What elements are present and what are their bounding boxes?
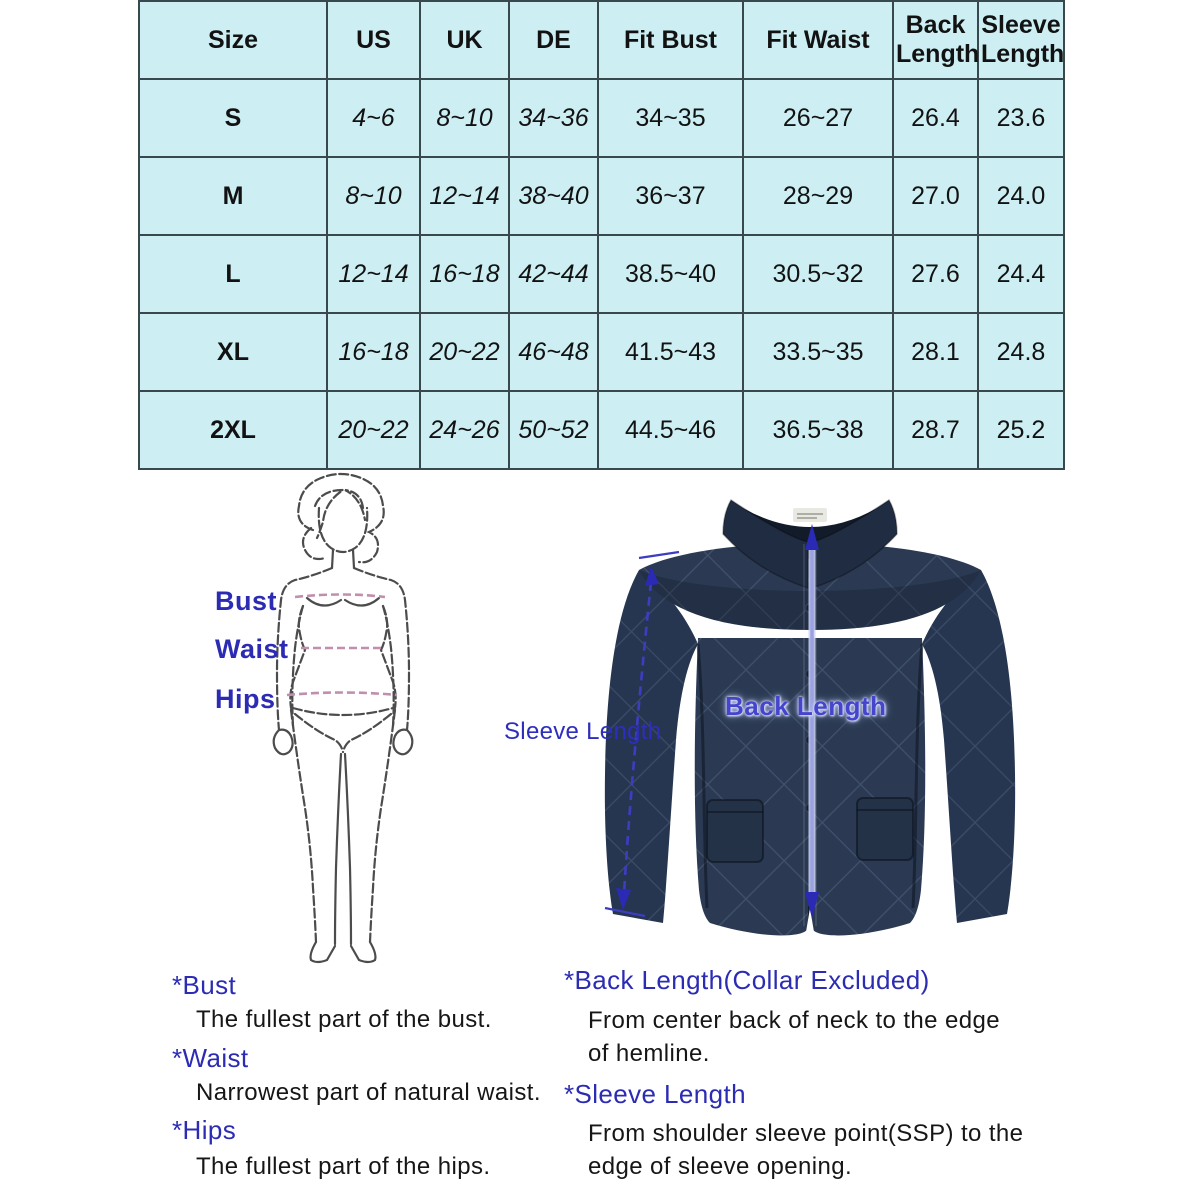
table-cell: 24.4 bbox=[978, 235, 1064, 313]
table-cell: 4~6 bbox=[327, 79, 420, 157]
table-row bbox=[139, 79, 1064, 157]
table-cell: 34~36 bbox=[509, 79, 598, 157]
bust-line bbox=[295, 595, 385, 598]
table-cell: 38.5~40 bbox=[598, 235, 743, 313]
col-header-sleeve-length: Sleeve Length bbox=[978, 1, 1064, 79]
table-cell: 38~40 bbox=[509, 157, 598, 235]
table-cell: 24.8 bbox=[978, 313, 1064, 391]
table-cell: 24.0 bbox=[978, 157, 1064, 235]
col-header-fit-bust: Fit Bust bbox=[598, 1, 743, 79]
jacket-left-sleeve bbox=[605, 570, 698, 923]
table-cell: S bbox=[139, 79, 327, 157]
table-cell: 8~10 bbox=[420, 79, 509, 157]
size-table bbox=[138, 0, 1063, 468]
col-header-back-length: Back Length bbox=[893, 1, 978, 79]
col-header-fit-waist: Fit Waist bbox=[743, 1, 893, 79]
waist-label: Waist bbox=[215, 634, 289, 664]
table-cell: 12~14 bbox=[420, 157, 509, 235]
table-row bbox=[139, 391, 1064, 469]
note-desc-sleeve-length-1: From shoulder sleeve point(SSP) to the bbox=[588, 1120, 1024, 1147]
table-cell: 36~37 bbox=[598, 157, 743, 235]
brand-label bbox=[793, 508, 827, 522]
table-row bbox=[139, 157, 1064, 235]
note-term-hips: *Hips bbox=[172, 1115, 237, 1145]
table-cell: 24~26 bbox=[420, 391, 509, 469]
table-cell: 27.6 bbox=[893, 235, 978, 313]
sleeve-length-annotation: Sleeve Length bbox=[504, 718, 662, 745]
col-header-us: US bbox=[327, 1, 420, 79]
table-cell: 28~29 bbox=[743, 157, 893, 235]
size-table-body bbox=[139, 79, 1064, 469]
table-cell: 28.1 bbox=[893, 313, 978, 391]
table-cell: 16~18 bbox=[420, 235, 509, 313]
back-length-annotation: Back Length bbox=[725, 691, 887, 721]
table-cell: 50~52 bbox=[509, 391, 598, 469]
note-desc-hips: The fullest part of the hips. bbox=[196, 1153, 491, 1180]
bust-label: Bust bbox=[215, 586, 277, 616]
table-cell: 42~44 bbox=[509, 235, 598, 313]
table-cell: 46~48 bbox=[509, 313, 598, 391]
table-cell: 20~22 bbox=[420, 313, 509, 391]
note-desc-sleeve-length-2: edge of sleeve opening. bbox=[588, 1153, 853, 1180]
note-desc-back-length-2: of hemline. bbox=[588, 1040, 710, 1067]
table-cell: 20~22 bbox=[327, 391, 420, 469]
hips-line bbox=[287, 693, 397, 696]
table-cell: 16~18 bbox=[327, 313, 420, 391]
table-row bbox=[139, 235, 1064, 313]
col-header-uk: UK bbox=[420, 1, 509, 79]
col-header-de: DE bbox=[509, 1, 598, 79]
table-cell: M bbox=[139, 157, 327, 235]
table-cell: 2XL bbox=[139, 391, 327, 469]
table-row bbox=[139, 313, 1064, 391]
note-term-bust: *Bust bbox=[172, 970, 237, 1000]
table-cell: 41.5~43 bbox=[598, 313, 743, 391]
table-cell: 36.5~38 bbox=[743, 391, 893, 469]
table-cell: 30.5~32 bbox=[743, 235, 893, 313]
table-cell: 25.2 bbox=[978, 391, 1064, 469]
table-cell: 26~27 bbox=[743, 79, 893, 157]
table-cell: 27.0 bbox=[893, 157, 978, 235]
table-cell: 28.7 bbox=[893, 391, 978, 469]
body-measurement-figure bbox=[195, 468, 495, 968]
note-term-waist: *Waist bbox=[172, 1043, 249, 1073]
note-term-back-length: *Back Length(Collar Excluded) bbox=[564, 965, 930, 995]
col-header-size: Size bbox=[139, 1, 327, 79]
table-cell: 34~35 bbox=[598, 79, 743, 157]
hips-label: Hips bbox=[215, 684, 276, 714]
table-cell: 44.5~46 bbox=[598, 391, 743, 469]
table-cell: 23.6 bbox=[978, 79, 1064, 157]
table-cell: XL bbox=[139, 313, 327, 391]
table-cell: 8~10 bbox=[327, 157, 420, 235]
table-header-row bbox=[139, 1, 1064, 79]
jacket-right-sleeve bbox=[922, 570, 1015, 923]
note-desc-waist: Narrowest part of natural waist. bbox=[196, 1079, 541, 1106]
table-cell: 12~14 bbox=[327, 235, 420, 313]
size-table-grid bbox=[138, 0, 1065, 470]
table-cell: 33.5~35 bbox=[743, 313, 893, 391]
note-desc-bust: The fullest part of the bust. bbox=[196, 1006, 492, 1033]
table-cell: L bbox=[139, 235, 327, 313]
table-cell: 26.4 bbox=[893, 79, 978, 157]
note-term-sleeve-length: *Sleeve Length bbox=[564, 1079, 746, 1109]
note-desc-back-length-1: From center back of neck to the edge bbox=[588, 1007, 1000, 1034]
